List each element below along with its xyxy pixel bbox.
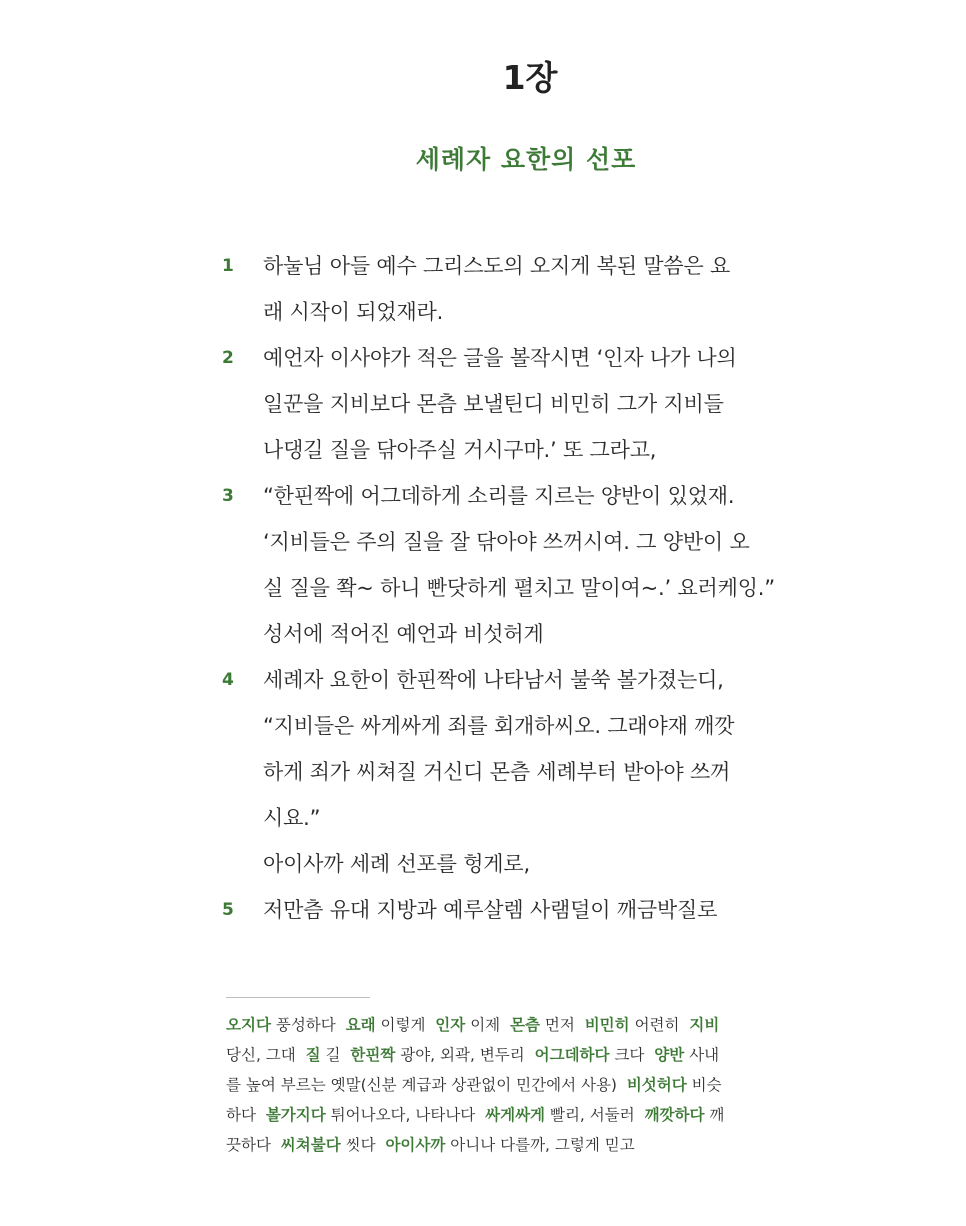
verse-line: 하눌님 아들 예수 그리스도의 오지게 복된 말씀은 요 (263, 254, 731, 278)
glossary-definition: 길 (325, 1046, 341, 1064)
verse (222, 657, 862, 887)
glossary-definition: 광야, 외곽, 변두리 (400, 1046, 525, 1064)
glossary-term: 한핀짝 (350, 1046, 396, 1064)
verse-line: 하게 죄가 씨쳐질 거신디 몬츰 세례부터 받아야 쓰꺼 (263, 760, 731, 784)
glossary-term: 씨쳐불다 (280, 1136, 341, 1154)
glossary-line (226, 1130, 846, 1160)
glossary-definition: 하다 (226, 1106, 256, 1124)
verse-number: 3 (222, 486, 234, 506)
glossary-line (226, 1070, 846, 1100)
glossary-term: 지비 (689, 1016, 720, 1034)
glossary-definition: 씻다 (345, 1136, 376, 1154)
glossary-line (226, 1010, 846, 1040)
verse-line: 성서에 적어진 예언과 비섯허게 (263, 622, 544, 646)
verse (222, 243, 862, 335)
verse-line: 래 시작이 되었재라. (263, 300, 444, 324)
glossary-term: 인자 (435, 1016, 466, 1034)
verse-line: 세례자 요한이 한핀짝에 나타남서 불쑥 볼가졌는디, (263, 668, 724, 692)
verse (222, 473, 862, 657)
glossary-term: 깨깟하다 (644, 1106, 705, 1124)
glossary-definition: 비슷 (691, 1076, 722, 1094)
glossary-definition: 먼저 (544, 1016, 575, 1034)
glossary-definition: 끗하다 (226, 1136, 271, 1154)
glossary-term: 어그데하다 (534, 1046, 610, 1064)
glossary-definition: 풍성하다 (275, 1016, 336, 1034)
glossary-definition: 이제 (470, 1016, 501, 1034)
glossary-term: 볼가지다 (265, 1106, 326, 1124)
verse-line: 아이사까 세례 선포를 헝게로, (263, 852, 530, 876)
glossary-term: 요래 (345, 1016, 376, 1034)
verse-number: 4 (222, 670, 234, 690)
glossary-definition: 깨 (709, 1106, 725, 1124)
glossary-definition: 어련히 (634, 1016, 680, 1034)
verse-list (222, 243, 862, 933)
verse-line: 예언자 이사야가 적은 글을 볼작시면 ‘인자 나가 나의 (263, 346, 737, 370)
glossary-definition: 를 높여 부르는 옛말(신분 계급과 상관없이 민간에서 사용) (226, 1076, 617, 1094)
glossary-term: 싸게싸게 (485, 1106, 546, 1124)
section-title: 세례자 요한의 선포 (415, 145, 637, 174)
glossary-definition: 사내 (689, 1046, 720, 1064)
verse-line: “한핀짝에 어그데하게 소리를 지르는 양반이 있었재. (263, 484, 735, 508)
glossary-line (226, 1040, 846, 1070)
verse-line: 일꾼을 지비보다 몬츰 보낼틴디 비민히 그가 지비들 (263, 392, 724, 416)
glossary (226, 1010, 846, 1160)
verse-line: “지비들은 싸게싸게 죄를 회개하씨오. 그래야재 깨깟 (263, 714, 735, 738)
verse-number: 5 (222, 900, 234, 920)
glossary-term: 오지다 (226, 1016, 271, 1034)
verse-line: ‘지비들은 주의 질을 잘 닦아야 쓰꺼시여. 그 양반이 오 (263, 530, 750, 554)
glossary-term: 질 (305, 1046, 321, 1064)
glossary-term: 비민히 (584, 1016, 630, 1034)
verse-number: 2 (222, 348, 234, 368)
verse-line: 실 질을 쫙~ 하니 빤닷하게 펼치고 말이여~.’ 요러케잉.” (263, 576, 775, 600)
glossary-definition: 튀어나오다, 나타나다 (330, 1106, 476, 1124)
glossary-definition: 이렇게 (380, 1016, 426, 1034)
glossary-definition: 아니나 다를까, 그렇게 믿고 (450, 1136, 635, 1154)
chapter-title: 1장 (502, 58, 558, 97)
glossary-term: 아이사까 (385, 1136, 446, 1154)
verse-number: 1 (222, 256, 234, 276)
glossary-term: 몬츰 (510, 1016, 540, 1034)
glossary-definition: 당신, 그대 (226, 1046, 296, 1064)
verse (222, 335, 862, 473)
verse-line: 저만츰 유대 지방과 예루살렘 사램덜이 깨금박질로 (263, 898, 718, 922)
verse-line: 시요.” (263, 806, 321, 830)
glossary-definition: 크다 (614, 1046, 645, 1064)
glossary-definition: 빨리, 서둘러 (549, 1106, 635, 1124)
glossary-term: 비섯허다 (626, 1076, 687, 1094)
glossary-term: 양반 (654, 1046, 685, 1064)
glossary-line (226, 1100, 846, 1130)
verse (222, 887, 862, 933)
verse-line: 나댕길 질을 닦아주실 거시구마.’ 또 그라고, (263, 438, 657, 462)
footnote-divider (226, 997, 370, 998)
